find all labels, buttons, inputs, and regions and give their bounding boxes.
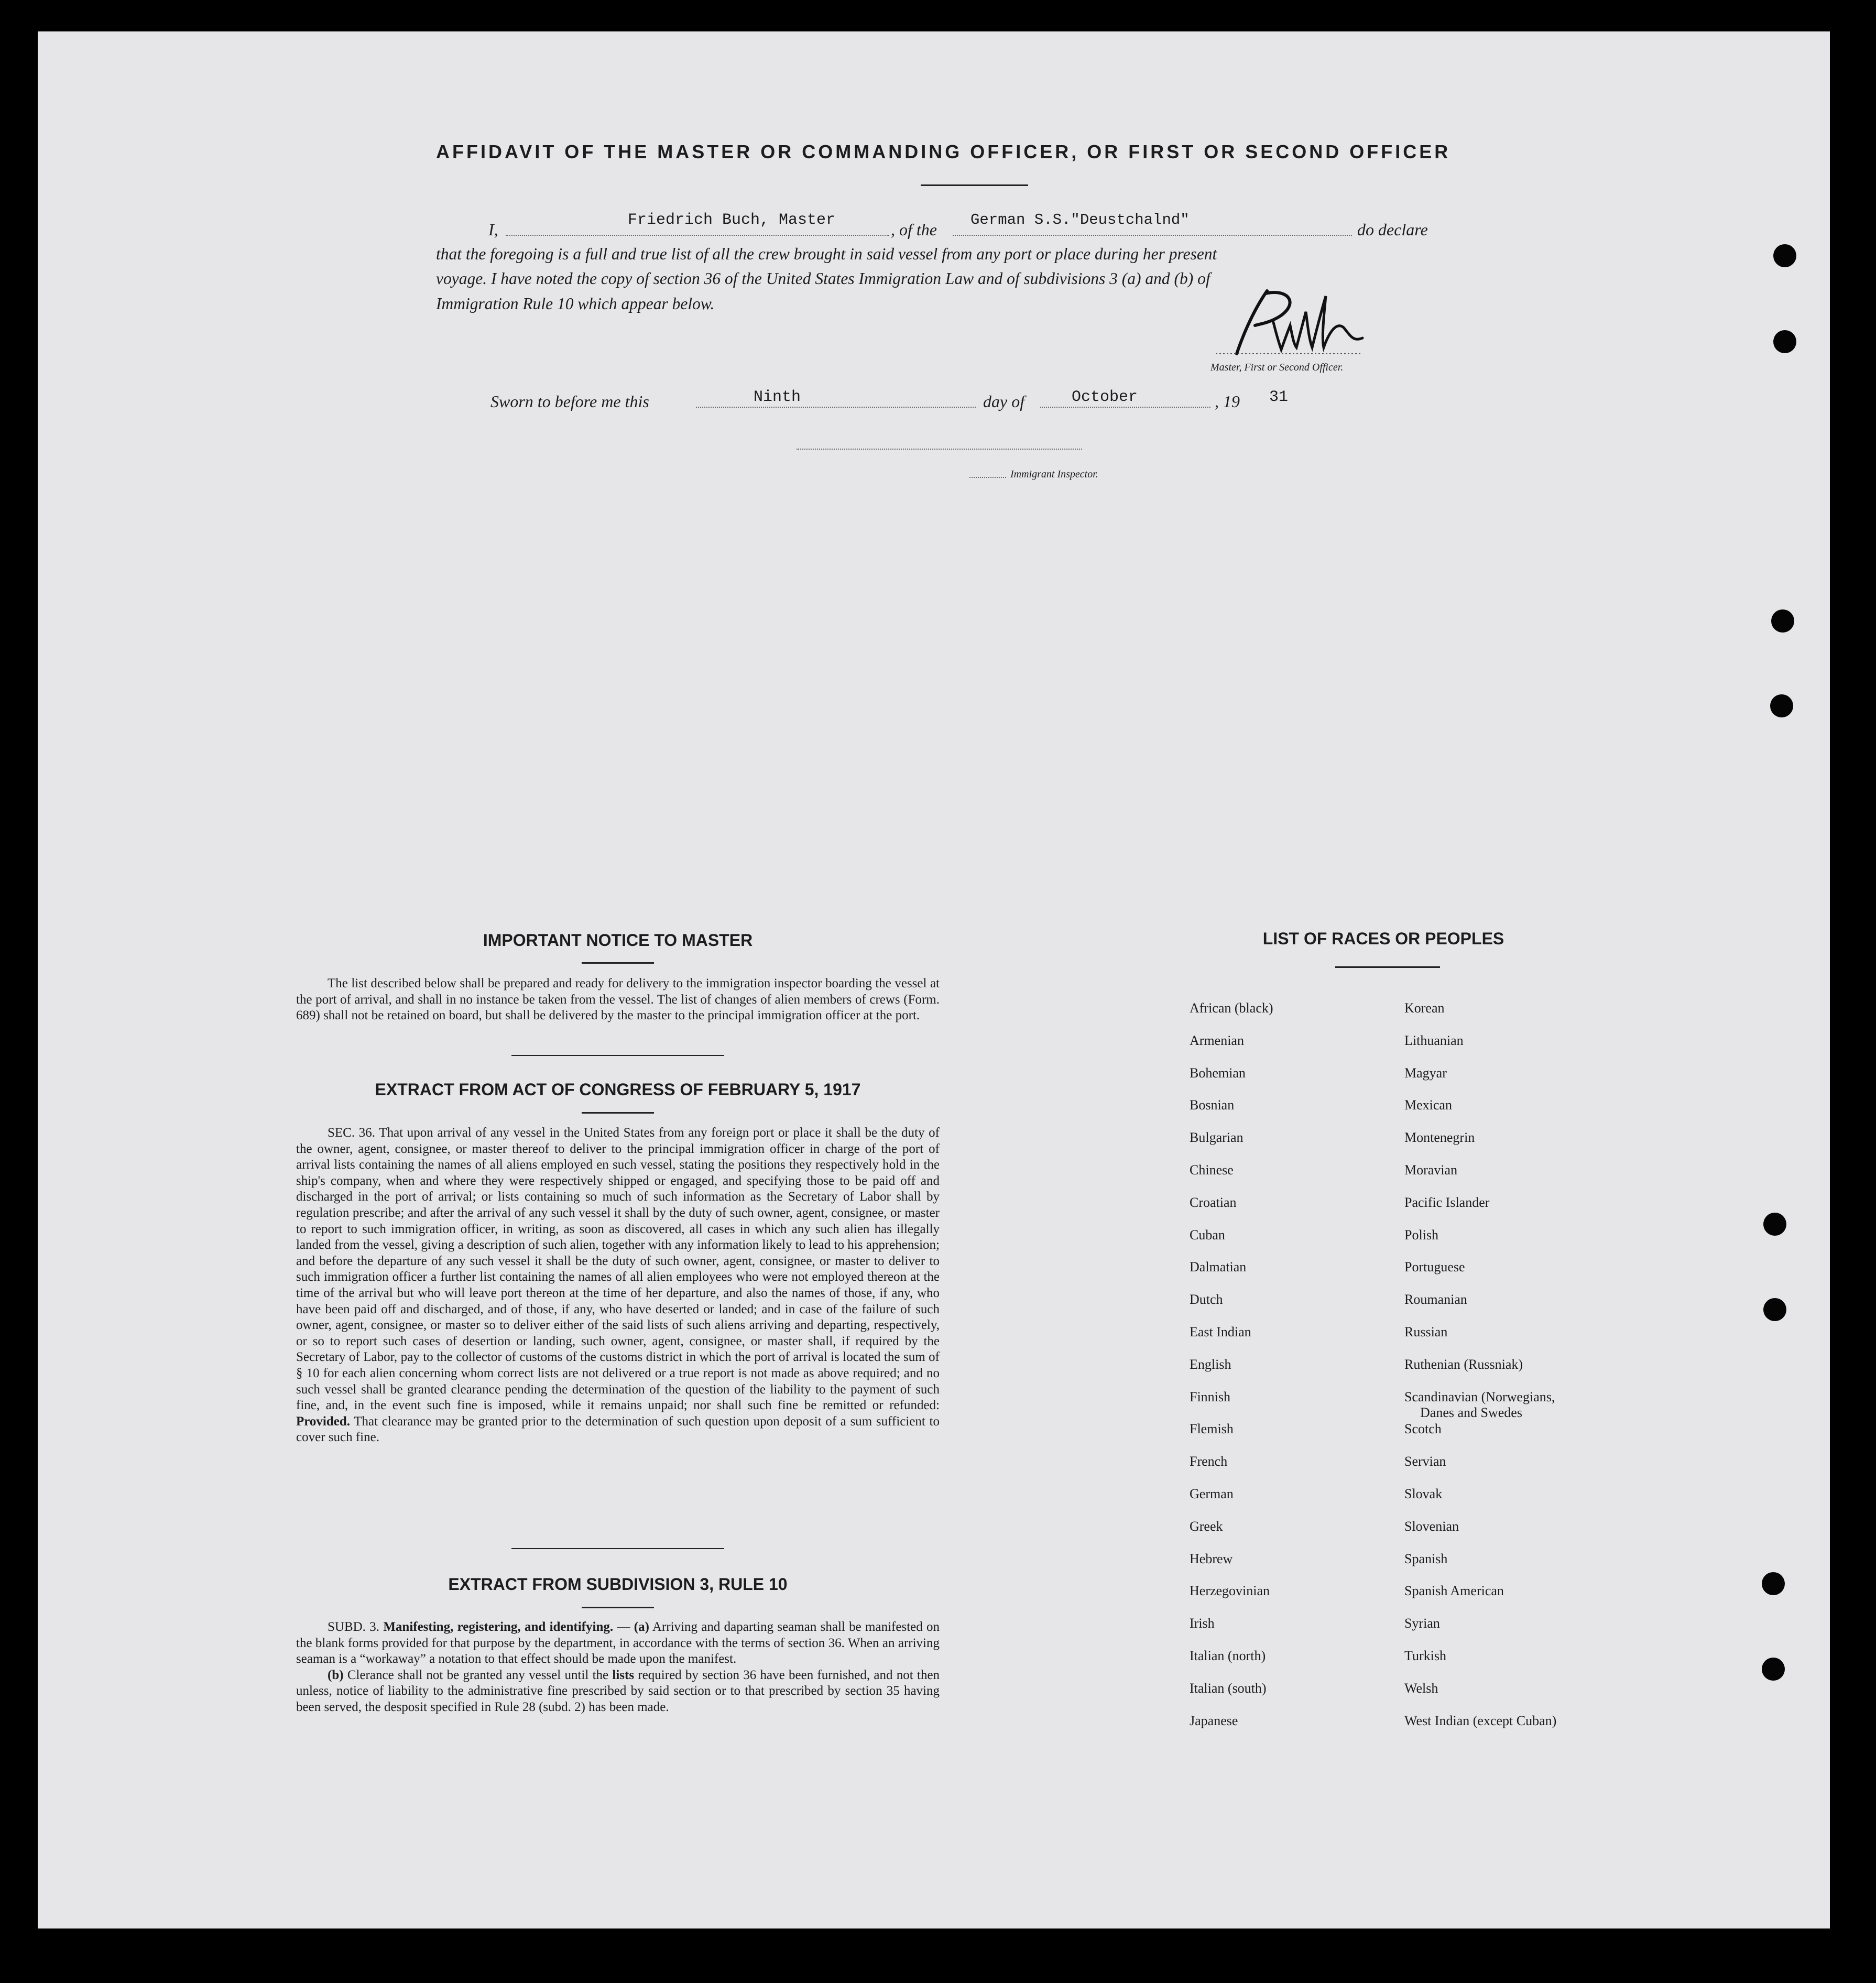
affidavit-line-2: that the foregoing is a full and true list of all the crew brought in said vessel from any port or place during her present: [436, 245, 1217, 263]
notice-divider: [511, 1055, 724, 1056]
race-item-continuation: Danes and Swedes: [1420, 1405, 1522, 1420]
binder-hole: [1773, 244, 1796, 267]
sworn-day-line: [696, 407, 976, 408]
subd-b-text-1: Clerance shall not be granted any vessel until the: [347, 1668, 609, 1682]
race-item: Irish: [1190, 1616, 1215, 1631]
race-item: Lithuanian: [1404, 1032, 1464, 1048]
race-item: Bosnian: [1190, 1097, 1235, 1113]
subd-dash: —: [617, 1620, 630, 1634]
race-item: French: [1190, 1454, 1228, 1469]
race-item: Chinese: [1190, 1162, 1234, 1178]
affidavit-i-label: I,: [488, 220, 498, 239]
act-text-block: [296, 1125, 940, 1446]
of-the-label: , of the: [891, 220, 937, 239]
act-heading: EXTRACT FROM ACT OF CONGRESS OF FEBRUARY 5, 1917: [375, 1080, 861, 1099]
signer-caption: Master, First or Second Officer.: [1210, 362, 1344, 373]
race-item: Italian (north): [1190, 1648, 1266, 1663]
sworn-month-field: October: [1072, 388, 1138, 406]
master-name-field: Friedrich Buch, Master: [628, 211, 836, 229]
race-item: Pacific Islander: [1404, 1194, 1490, 1210]
subd-b-lists: lists: [612, 1668, 635, 1682]
race-item: East Indian: [1190, 1324, 1251, 1339]
race-item: Welsh: [1404, 1680, 1438, 1696]
race-item: Armenian: [1190, 1032, 1244, 1048]
race-item: Herzegovinian: [1190, 1583, 1270, 1599]
binder-hole: [1771, 609, 1794, 633]
race-item: Magyar: [1404, 1065, 1447, 1081]
race-item: Greek: [1190, 1518, 1223, 1534]
affidavit-line-4: Immigration Rule 10 which appear below.: [436, 295, 715, 313]
race-item: Spanish American: [1404, 1583, 1504, 1599]
rule10-heading-rule: [582, 1607, 654, 1608]
race-item: English: [1190, 1356, 1231, 1372]
race-item: Scandinavian (Norwegians,: [1404, 1389, 1555, 1404]
do-declare-label: do declare: [1357, 220, 1428, 239]
race-item: African (black): [1190, 1000, 1273, 1016]
race-item: Bohemian: [1190, 1065, 1246, 1081]
race-item: Turkish: [1404, 1648, 1446, 1663]
inspector-signature-line: [797, 449, 1082, 450]
binder-hole: [1762, 1572, 1785, 1595]
year-prefix: , 19: [1215, 392, 1240, 411]
race-item: Scotch: [1404, 1421, 1442, 1437]
race-item: Cuban: [1190, 1227, 1225, 1243]
race-item: Italian (south): [1190, 1680, 1267, 1696]
race-item: Finnish: [1190, 1389, 1231, 1404]
sworn-month-line: [1040, 407, 1210, 408]
race-item: Korean: [1404, 1000, 1445, 1016]
subd-a-text: Arriving and daparting seaman shall be manifested on the blank forms provided for that purpose by the department, in accordance with the terms of section 36. When an arriving seaman is a “workaway” a notation to that effect should be made upon the manifest.: [296, 1620, 940, 1666]
act-provided-label: Provided.: [296, 1414, 351, 1429]
race-item: Polish: [1404, 1227, 1439, 1243]
race-item: Ruthenian (Russniak): [1404, 1356, 1523, 1372]
races-heading-rule: [1335, 966, 1440, 968]
inspector-caption: Immigrant Inspector.: [1010, 468, 1098, 480]
race-item: Hebrew: [1190, 1551, 1233, 1566]
race-item: Dutch: [1190, 1292, 1223, 1308]
race-item: Moravian: [1404, 1162, 1458, 1178]
race-item: Croatian: [1190, 1194, 1237, 1210]
master-name-line: [506, 235, 889, 236]
title-underline: [921, 184, 1028, 186]
race-item: Slovak: [1404, 1486, 1443, 1501]
race-item: Syrian: [1404, 1616, 1440, 1631]
sworn-label: Sworn to before me this: [490, 392, 649, 411]
subd-title: Manifesting, registering, and identifying.: [383, 1620, 614, 1634]
notice-heading-rule: [582, 962, 654, 964]
affidavit-line-3: voyage. I have noted the copy of section 36 of the United States Immigration Law and of subdivisions 3 (a) and (b) of: [436, 269, 1210, 288]
race-item: Portuguese: [1404, 1259, 1465, 1275]
rule10-heading: EXTRACT FROM SUBDIVISION 3, RULE 10: [448, 1575, 788, 1594]
notice-text: The list described below shall be prepared and ready for delivery to the immigration inspector boarding the vessel at the port of arrival, and shall in no instance be taken from the vessel. The list of changes of alien members of crews (Form. 689) shall not be retained on board, but shall be delivered by the master to the principal immigration officer at the port.: [296, 976, 940, 1023]
race-item: Servian: [1404, 1454, 1446, 1469]
act-section-text: SEC. 36. That upon arrival of any vessel in the United States from any foreign port or place it shall be the duty of the owner, agent, consignee, or master thereof to deliver to the principal immigration officer in charge of the port of arrival lists containing the names of all aliens employed en such vessel, stating the positions they respectively hold in the ship's company, when and where they were respectively shipped or engaged, and specifying those to be paid off and discharged in the port of arrival; or lists containing so much of such information as the Secretary of Labor shall by regulation prescribe; and after the arrival of any such vessel it shall by the duty of such owner, agent, consignee, or master to report to such immigration officer, in writing, as soon as discovered, all cases in which any such alien has illegally landed from the vessel, giving a description of such alien, together with any information likely to lead to his apprehension; and before the departure of any such vessel it shall be the duty of such owner, agent, consignee, or master to deliver to such immigration officer a further list containing the names of all alien employees who were not employed thereon at the time of the arrival but who will leave port thereon at the time of her departure, and also the names of those, if any, who have been paid off and discharged, and of those, if any, who have deserted or landed; and in case of the failure of such owner, agent, consignee, or master so to deliver either of the said lists of such aliens arriving and departing, respectively, or so to report such cases of desertion or landing, such owner, agent, consignee, or master shall, if required by the Secretary of Labor, pay to the collector of customs of the customs district in which the port of arrival is located the sum of § 10 for each alien concerning whom correct lists are not delivered or a true report is not made as above required; and no such vessel shall be granted clearance pending the determination of the question of the liability to the payment of such fine, and, in the event such fine is imposed, while it remains unpaid; nor shall such fine be remitted or refunded:: [296, 1126, 940, 1413]
subd-a-label: (a): [634, 1620, 649, 1634]
notice-heading: IMPORTANT NOTICE TO MASTER: [483, 931, 753, 950]
affidavit-title: AFFIDAVIT OF THE MASTER OR COMMANDING OFFICER, OR FIRST OR SECOND OFFICER: [436, 141, 1451, 162]
master-signature: [1205, 280, 1373, 359]
sworn-year-field: 31: [1269, 388, 1289, 406]
rule10-text-block: [296, 1619, 940, 1716]
subd-b-text-2: required by section 36 have been furnished, and not then unless, notice of liability to the administrative fine prescribed by said section or to that prescribed by section 35 having been served, the desposit specified in Rule 28 (subd. 2) has been made.: [296, 1668, 940, 1714]
race-item: Spanish: [1404, 1551, 1448, 1566]
races-heading: LIST OF RACES OR PEOPLES: [1262, 929, 1504, 948]
race-item: Roumanian: [1404, 1292, 1467, 1308]
race-item: Japanese: [1190, 1713, 1238, 1728]
sworn-day-field: Ninth: [754, 388, 801, 406]
subd-b-label: (b): [328, 1668, 344, 1682]
binder-hole: [1763, 1213, 1786, 1236]
race-item: West Indian (except Cuban): [1404, 1713, 1557, 1728]
race-item: Bulgarian: [1190, 1130, 1244, 1146]
binder-hole: [1773, 330, 1796, 353]
day-of-label: day of: [983, 392, 1025, 411]
race-item: Dalmatian: [1190, 1259, 1247, 1275]
race-item: Slovenian: [1404, 1518, 1459, 1534]
race-item: Flemish: [1190, 1421, 1234, 1437]
race-item: Mexican: [1404, 1097, 1452, 1113]
race-item: Russian: [1404, 1324, 1448, 1339]
binder-hole: [1763, 1298, 1786, 1321]
act-section-text-end: That clearance may be granted prior to the determination of such question upon deposit of a sum sufficient to cover such fine.: [296, 1414, 940, 1445]
binder-hole: [1762, 1658, 1785, 1681]
binder-hole: [1770, 694, 1793, 717]
act-heading-rule: [582, 1112, 654, 1114]
act-divider: [511, 1548, 724, 1549]
subd-label: SUBD. 3.: [328, 1620, 379, 1634]
race-item: German: [1190, 1486, 1234, 1501]
vessel-name-field: German S.S."Deustchalnd": [970, 211, 1190, 228]
inspector-caption-line: [969, 477, 1006, 478]
race-item: Montenegrin: [1404, 1130, 1475, 1146]
vessel-name-line: [953, 235, 1352, 236]
